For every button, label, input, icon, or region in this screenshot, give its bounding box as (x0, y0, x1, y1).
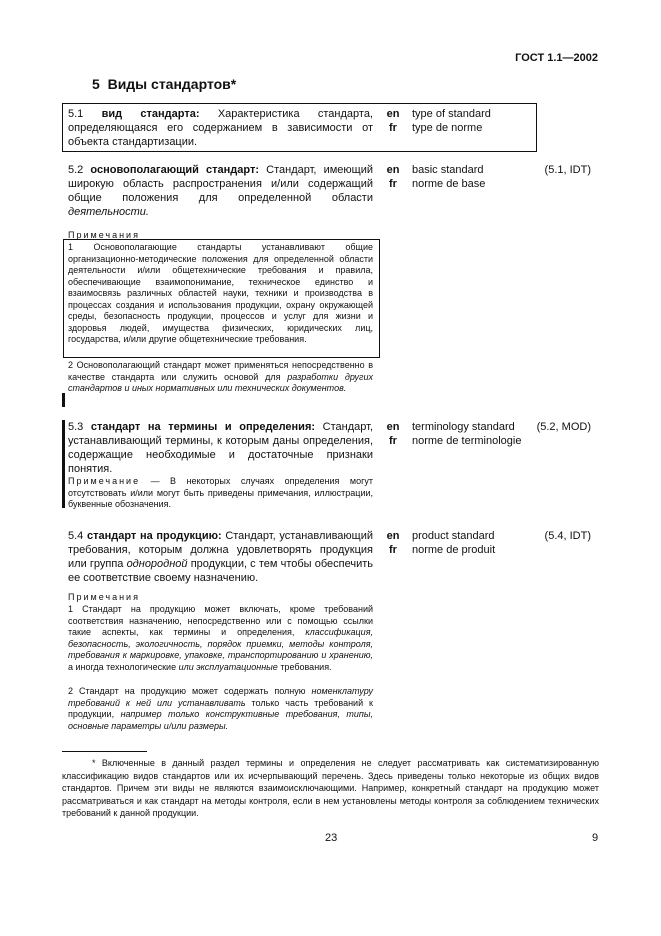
page-number-right: 9 (592, 832, 599, 844)
term-5-1-name: вид стандарта: (101, 108, 200, 120)
term-5-3-definition: 5.3 стандарт на термины и определения: Стандарт, устанавливающий термины, к которым даны определения, содержащие необходимые и достаточные признаки понятия. (68, 421, 373, 475)
fr-translation: norme de produit (412, 544, 496, 556)
term-5-3-change-bar (62, 393, 65, 407)
lang-fr: fr (389, 178, 397, 190)
term-5-2-definition: 5.2 основополагающий стандарт: Стандарт, имеющий широкую область распространения и/или содержащий общие положения для определенной области деятельности. (68, 164, 374, 218)
term-5-1-definition: 5.1 вид стандарта: Характеристика стандарта, определяющаяся его содержанием в зависимости от объекта стандартизации. (68, 108, 373, 148)
term-5-4-name: стандарт на продукцию: (86, 530, 222, 542)
note-5-2-1: 1 Основополагающие стандарты устанавливают общие организационно-методические положения для определенной области деятельности и/или общетехнические требования и правила, обеспечивающие взаимопонимание, техническое единство и взаимосвязь различных областей науки, техники и производства в процессах создания и использования продукции, охрану окружающей среды, безопасность продукции, процессов и услуг для жизни и здоровья людей, имущества физических, юридических лиц, государства, и/или другие общетехнические требования. (68, 242, 373, 344)
lang-fr: fr (389, 544, 397, 556)
term-5-4-definition: 5.4 стандарт на продукцию: Стандарт, устанавливающий требования, которым должна удовлетворять продукция или группа однородной продукции, с тем чтобы обеспечить ее соответствие своему назначению. (68, 530, 374, 584)
fr-translation: type de norme (412, 122, 483, 134)
note-5-4-1: 1 Стандарт на продукцию может включать, кроме требований соответствия назначению, непосредственно или с помощью ссылки такие аспекты, как термины и определения, классификация, безопасность, экологичность, порядок приемки, методы контроля, требования к маркировке, упаковке, транспортированию и хранению, а иногда технологические или эксплуатационные требования. (68, 604, 373, 672)
lang-en: en (386, 421, 400, 433)
term-5-3-reference: (5.2, MOD) (536, 421, 591, 433)
note-5-2-2: 2 Основополагающий стандарт может применяться непосредственно в качестве стандарта или служить основой для разработки других стандартов и иных нормативных или технических документов. (68, 360, 373, 393)
standard-header: ГОСТ 1.1—2002 (515, 52, 598, 64)
en-translation: basic standard (412, 164, 484, 176)
note-5-4-2: 2 Стандарт на продукцию может содержать полную номенклатуру требований к ней или устанавливать только часть требований к продукции, например только конструктивные требования, типы, основные параметры и/или размеры. (68, 686, 373, 731)
en-translation: terminology standard (412, 421, 515, 433)
section-number: 5 (92, 76, 100, 92)
term-5-2-name: основополагающий стандарт: (90, 164, 260, 176)
lang-en: en (386, 108, 400, 120)
notes-heading: Примечания (68, 230, 140, 240)
en-translation: type of standard (412, 108, 491, 120)
notes-heading: Примечания (68, 592, 140, 602)
footnote-separator (62, 751, 147, 752)
term-5-2-reference: (5.1, IDT) (544, 164, 591, 176)
term-5-4-reference: (5.4, IDT) (544, 530, 591, 542)
note-5-3: Примечание — В некоторых случаях определения могут отсутствовать и/или могут быть приведены примечания, иллюстрации, буквенные обозначения. (68, 476, 373, 509)
fr-translation: norme de base (412, 178, 486, 190)
en-translation: product standard (412, 530, 495, 542)
fr-translation: norme de terminologie (412, 435, 522, 447)
lang-fr: fr (389, 435, 397, 447)
lang-en: en (386, 164, 400, 176)
section-heading: Виды стандартов* (107, 76, 237, 92)
term-5-3-change-bar (62, 420, 65, 508)
section-title (92, 76, 236, 92)
lang-fr: fr (389, 122, 397, 134)
footnote: * Включенные в данный раздел термины и определения не следует рассматривать как систематизированную классификацию видов стандартов или их исчерпывающий перечень. Здесь приведены только некоторые из общих видов стандартов. Причем эти виды не являются взаимоисключающими. Например, конкретный стандарт на продукцию может рассматриваться и как стандарт на методы контроля, если в нем установлены методы контроля за соблюдением технических требований к данной продукции. (62, 758, 599, 818)
term-5-3-name: стандарт на термины и определения: (90, 421, 316, 433)
lang-en: en (386, 530, 400, 542)
page-number-center: 23 (325, 832, 338, 844)
